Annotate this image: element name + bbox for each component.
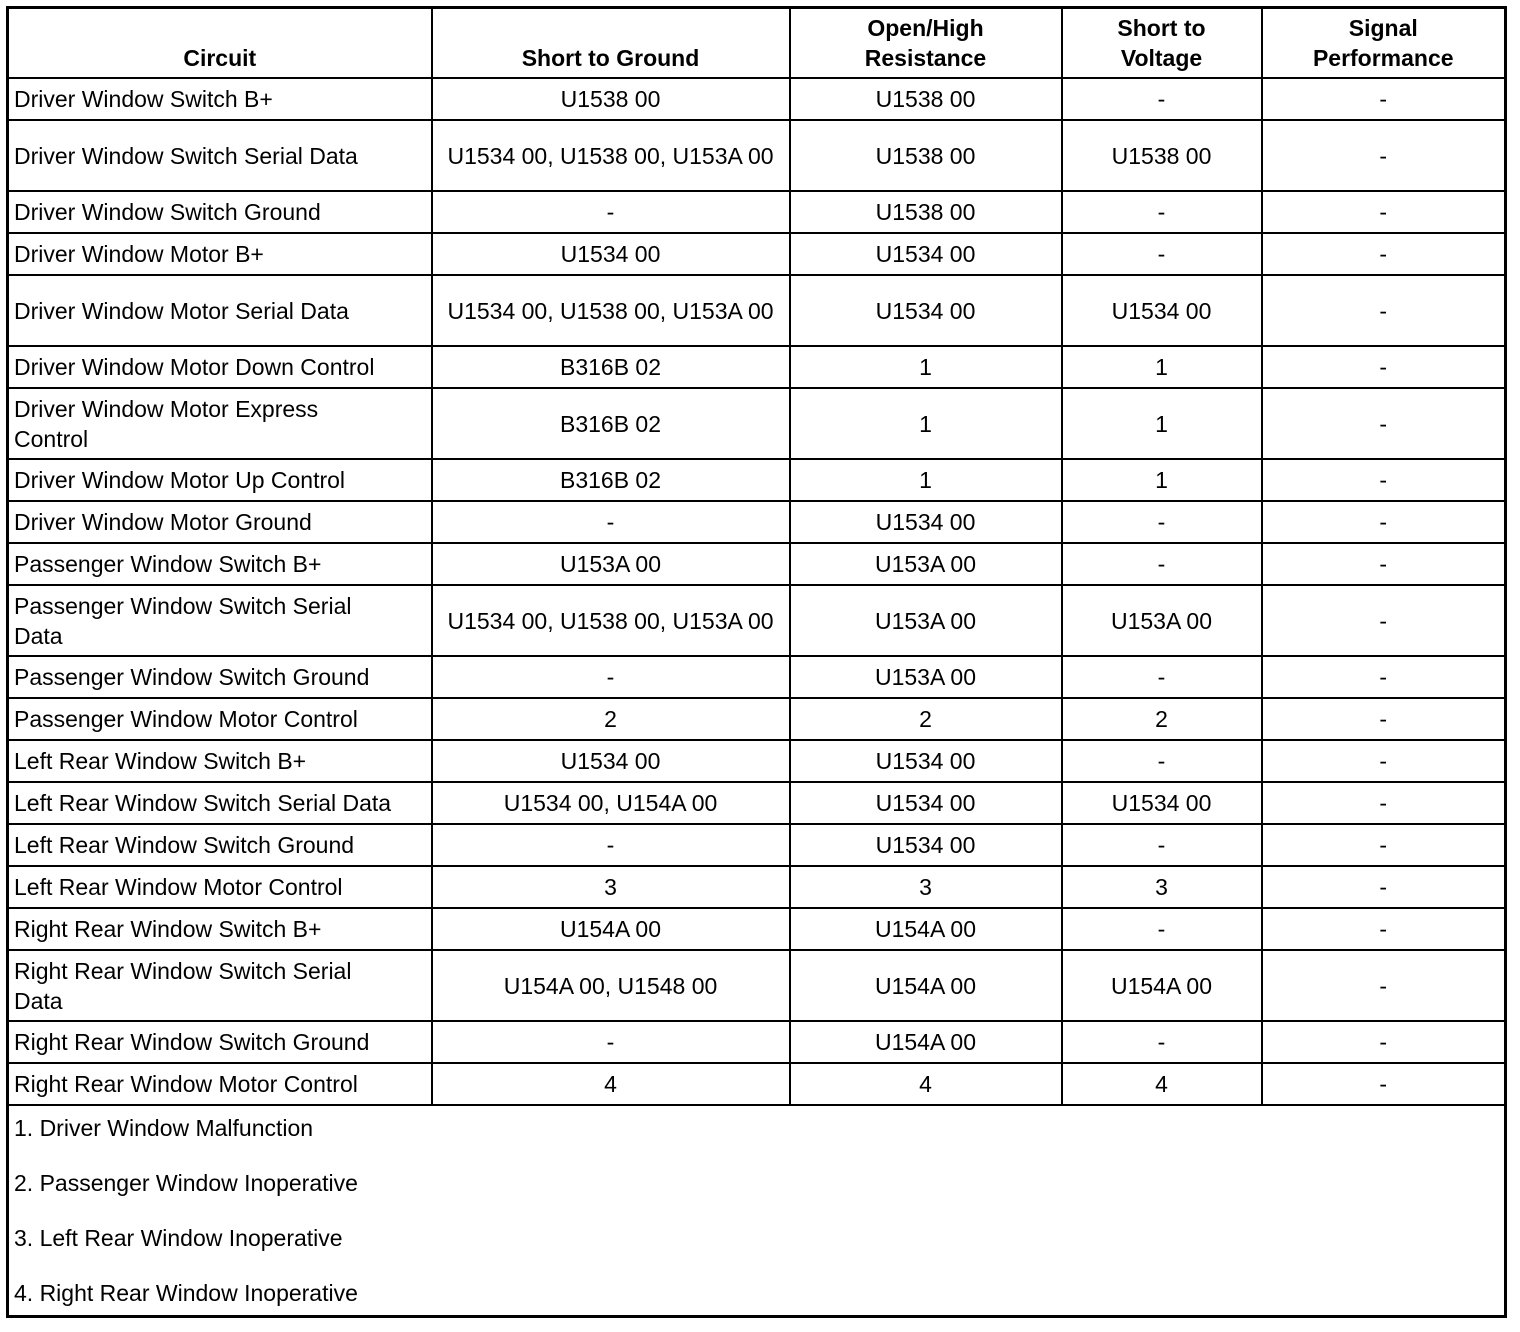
note-item: 3. Left Rear Window Inoperative [14,1225,343,1251]
cell-open-high-resistance: U1538 00 [790,120,1062,191]
table-row [8,459,1506,501]
cell-open-high-resistance: 1 [790,346,1062,388]
table-row [8,782,1506,824]
cell-circuit: Left Rear Window Motor Control [8,866,432,908]
cell-short-to-ground: - [432,191,790,233]
cell-short-to-voltage: - [1062,501,1262,543]
table-row [8,346,1506,388]
header-signal-performance [1262,8,1506,79]
cell-short-to-voltage: 2 [1062,698,1262,740]
cell-open-high-resistance: U153A 00 [790,543,1062,585]
cell-circuit [8,388,432,459]
cell-short-to-voltage: - [1062,824,1262,866]
cell-short-to-voltage: - [1062,78,1262,120]
cell-open-high-resistance: U1534 00 [790,782,1062,824]
cell-short-to-ground: U1534 00, U1538 00, U153A 00 [432,585,790,656]
note-item: 1. Driver Window Malfunction [14,1115,314,1141]
cell-circuit: Passenger Window Motor Control [8,698,432,740]
table-row [8,908,1506,950]
cell-open-high-resistance: 1 [790,459,1062,501]
table-row [8,275,1506,346]
cell-circuit: Driver Window Switch Serial Data [8,120,432,191]
header-signal-performance-text: Signal Performance [1312,15,1454,71]
dtc-circuit-table-container [6,6,1507,1318]
cell-open-high-resistance: U1538 00 [790,191,1062,233]
cell-short-to-ground: U154A 00, U1548 00 [432,950,790,1021]
cell-open-high-resistance: U153A 00 [790,585,1062,656]
cell-short-to-voltage: U1534 00 [1062,782,1262,824]
cell-open-high-resistance: U153A 00 [790,656,1062,698]
header-short-to-voltage [1062,8,1262,79]
cell-short-to-ground: B316B 02 [432,346,790,388]
cell-signal-performance: - [1262,740,1506,782]
cell-open-high-resistance: 2 [790,698,1062,740]
cell-open-high-resistance: U1534 00 [790,233,1062,275]
cell-short-to-voltage: - [1062,656,1262,698]
table-row [8,543,1506,585]
cell-signal-performance: - [1262,824,1506,866]
dtc-circuit-table [6,6,1507,1318]
cell-circuit: Driver Window Motor Ground [8,501,432,543]
cell-signal-performance: - [1262,1063,1506,1105]
cell-short-to-ground: - [432,501,790,543]
cell-circuit: Driver Window Motor Serial Data [8,275,432,346]
cell-open-high-resistance: U154A 00 [790,1021,1062,1063]
cell-short-to-ground: - [432,824,790,866]
cell-signal-performance: - [1262,698,1506,740]
cell-signal-performance: - [1262,346,1506,388]
cell-short-to-voltage: - [1062,191,1262,233]
cell-circuit: Right Rear Window Motor Control [8,1063,432,1105]
table-row [8,78,1506,120]
cell-circuit: Driver Window Switch B+ [8,78,432,120]
cell-short-to-voltage: - [1062,1021,1262,1063]
cell-short-to-voltage: 3 [1062,866,1262,908]
cell-short-to-ground: 4 [432,1063,790,1105]
table-row [8,120,1506,191]
cell-signal-performance: - [1262,120,1506,191]
cell-circuit: Driver Window Motor Down Control [8,346,432,388]
cell-signal-performance: - [1262,950,1506,1021]
cell-short-to-voltage: 4 [1062,1063,1262,1105]
cell-short-to-ground: U1538 00 [432,78,790,120]
cell-open-high-resistance: U154A 00 [790,950,1062,1021]
notes-cell [8,1105,1506,1317]
cell-short-to-voltage: 1 [1062,346,1262,388]
cell-signal-performance: - [1262,191,1506,233]
cell-open-high-resistance: U154A 00 [790,908,1062,950]
cell-short-to-ground: U1534 00, U154A 00 [432,782,790,824]
cell-short-to-ground: U1534 00, U1538 00, U153A 00 [432,275,790,346]
cell-open-high-resistance: U1534 00 [790,501,1062,543]
cell-signal-performance: - [1262,233,1506,275]
cell-circuit-text: Right Rear Window Switch Serial Data [14,957,352,1014]
cell-circuit-text: Driver Window Motor Express Control [14,395,319,452]
cell-short-to-ground: U154A 00 [432,908,790,950]
table-row [8,233,1506,275]
table-row [8,866,1506,908]
cell-circuit [8,950,432,1021]
cell-short-to-voltage: - [1062,908,1262,950]
table-row [8,950,1506,1021]
header-open-high-resistance [790,8,1062,79]
cell-short-to-voltage: U153A 00 [1062,585,1262,656]
cell-circuit: Driver Window Switch Ground [8,191,432,233]
cell-signal-performance: - [1262,78,1506,120]
cell-short-to-voltage: - [1062,740,1262,782]
header-short-to-ground: Short to Ground [432,8,790,79]
cell-open-high-resistance: U1534 00 [790,275,1062,346]
cell-short-to-ground: U153A 00 [432,543,790,585]
note-item: 4. Right Rear Window Inoperative [14,1280,358,1306]
table-row [8,388,1506,459]
table-row [8,656,1506,698]
header-open-high-resistance-text: Open/High Resistance [864,15,987,71]
cell-short-to-voltage: 1 [1062,388,1262,459]
cell-short-to-voltage: U154A 00 [1062,950,1262,1021]
header-short-to-voltage-text: Short to Voltage [1117,15,1206,71]
table-row [8,1021,1506,1063]
cell-short-to-voltage: 1 [1062,459,1262,501]
notes-row [8,1105,1506,1317]
cell-open-high-resistance: 1 [790,388,1062,459]
cell-signal-performance: - [1262,1021,1506,1063]
cell-signal-performance: - [1262,501,1506,543]
cell-short-to-ground: 2 [432,698,790,740]
cell-circuit: Passenger Window Switch Ground [8,656,432,698]
cell-short-to-ground: B316B 02 [432,388,790,459]
cell-open-high-resistance: U1534 00 [790,824,1062,866]
header-circuit: Circuit [8,8,432,79]
cell-short-to-ground: - [432,656,790,698]
cell-signal-performance: - [1262,866,1506,908]
cell-short-to-voltage: U1534 00 [1062,275,1262,346]
cell-circuit: Right Rear Window Switch Ground [8,1021,432,1063]
note-item: 2. Passenger Window Inoperative [14,1170,358,1196]
table-row [8,698,1506,740]
cell-short-to-ground: 3 [432,866,790,908]
cell-circuit-text: Passenger Window Switch Serial Data [14,592,352,649]
table-row [8,585,1506,656]
cell-signal-performance: - [1262,275,1506,346]
cell-circuit: Left Rear Window Switch Serial Data [8,782,432,824]
cell-short-to-ground: B316B 02 [432,459,790,501]
table-row [8,740,1506,782]
table-row [8,191,1506,233]
cell-circuit: Driver Window Motor Up Control [8,459,432,501]
cell-open-high-resistance: U1538 00 [790,78,1062,120]
cell-signal-performance: - [1262,656,1506,698]
cell-short-to-ground: U1534 00 [432,233,790,275]
cell-signal-performance: - [1262,459,1506,501]
cell-circuit: Right Rear Window Switch B+ [8,908,432,950]
table-row [8,501,1506,543]
cell-open-high-resistance: 3 [790,866,1062,908]
cell-signal-performance: - [1262,908,1506,950]
cell-short-to-ground: U1534 00 [432,740,790,782]
cell-signal-performance: - [1262,388,1506,459]
cell-circuit: Left Rear Window Switch B+ [8,740,432,782]
cell-circuit: Left Rear Window Switch Ground [8,824,432,866]
table-row [8,1063,1506,1105]
cell-open-high-resistance: U1534 00 [790,740,1062,782]
cell-open-high-resistance: 4 [790,1063,1062,1105]
table-header-row [8,8,1506,79]
cell-circuit [8,585,432,656]
table-row [8,824,1506,866]
cell-short-to-voltage: U1538 00 [1062,120,1262,191]
cell-signal-performance: - [1262,585,1506,656]
cell-circuit: Driver Window Motor B+ [8,233,432,275]
cell-signal-performance: - [1262,543,1506,585]
cell-short-to-ground: U1534 00, U1538 00, U153A 00 [432,120,790,191]
cell-short-to-voltage: - [1062,543,1262,585]
cell-short-to-ground: - [432,1021,790,1063]
cell-circuit: Passenger Window Switch B+ [8,543,432,585]
cell-short-to-voltage: - [1062,233,1262,275]
cell-signal-performance: - [1262,782,1506,824]
